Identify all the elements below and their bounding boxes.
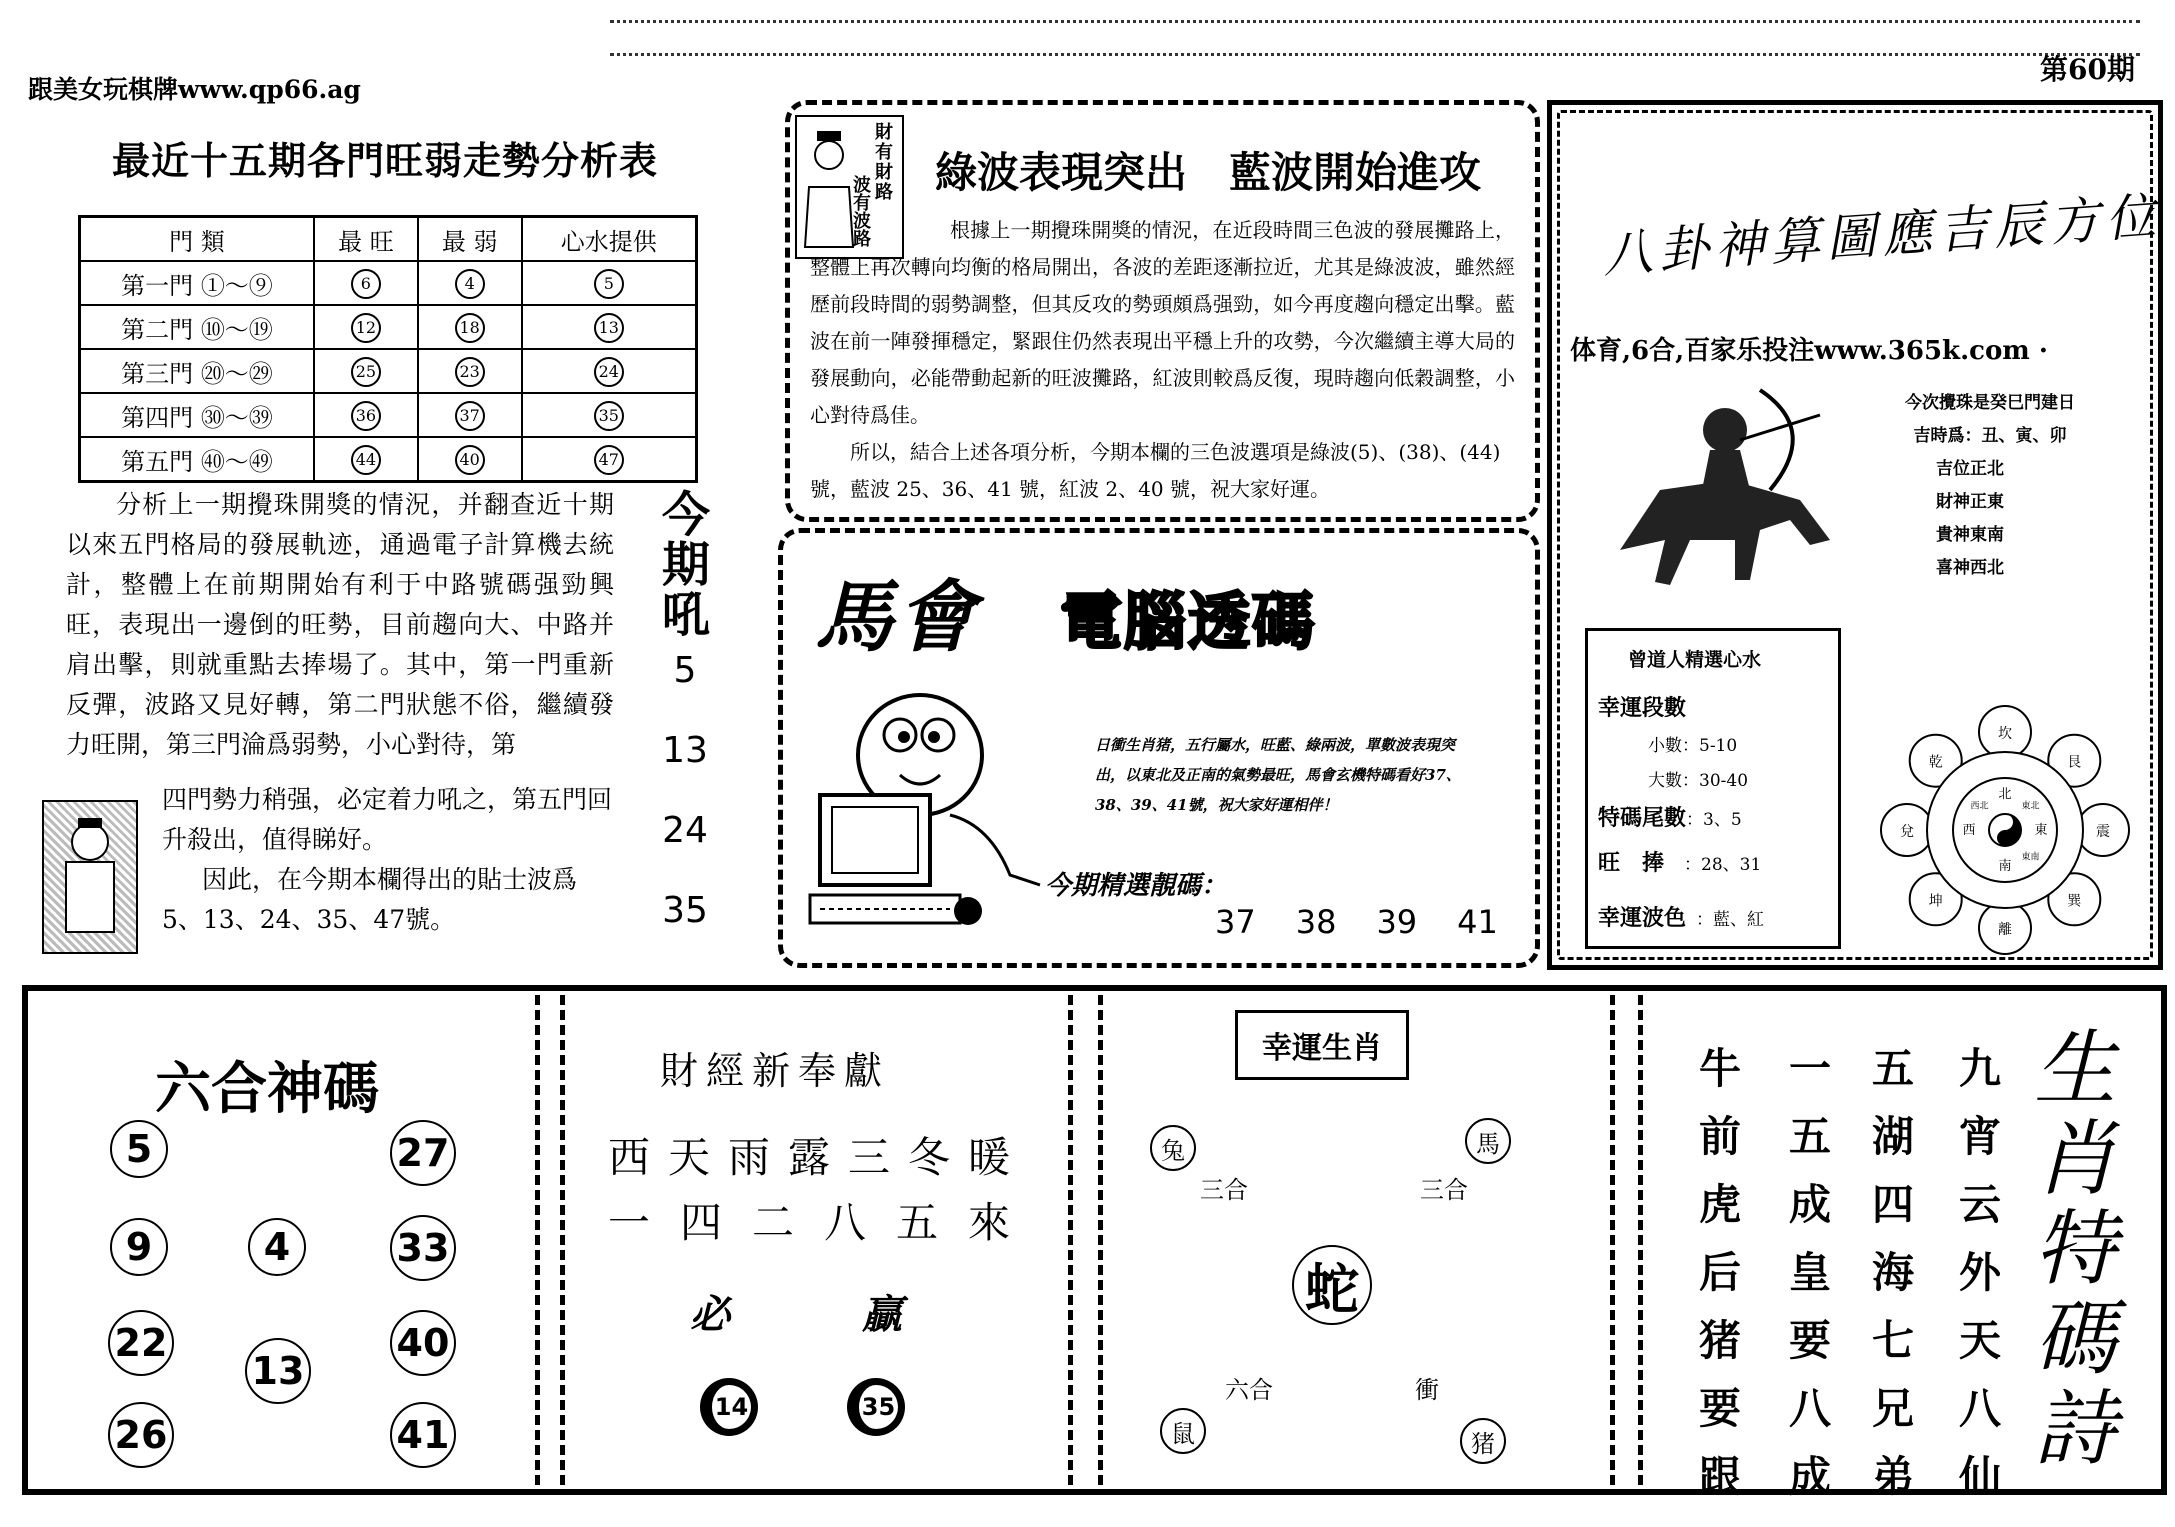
zodiac-rabbit: 兔 xyxy=(1150,1125,1196,1171)
poem-col: 一五成皇要八成 xyxy=(1788,1044,1831,1501)
divider xyxy=(560,995,565,1485)
liuhe-number: 13 xyxy=(245,1338,311,1404)
big-label: 大數： xyxy=(1648,771,1699,791)
bagua-trigram-label: 坤 xyxy=(1928,893,1943,910)
trend-table-title: 最近十五期各門旺弱走勢分析表 xyxy=(112,138,659,183)
roar-number: 35 xyxy=(662,890,708,931)
poem-title: 生肖特碼詩 xyxy=(2034,1022,2116,1477)
liuhe-number: 40 xyxy=(390,1310,456,1376)
analysis-paragraph-2: 四門勢力稍强，必定着力吼之，第五門回升殺出，值得睇好。 xyxy=(162,785,613,854)
small-range xyxy=(1648,731,1737,756)
max-number: 25 xyxy=(351,357,381,387)
liuhe-number: 4 xyxy=(248,1218,306,1276)
poem-col: 九宵云外天八仙 xyxy=(1958,1044,2001,1501)
zodiac-snake: 蛇 xyxy=(1292,1245,1372,1325)
bagua-trigram-label: 艮 xyxy=(2067,754,2082,771)
bagua-direction-label: 東南 xyxy=(2021,852,2040,863)
tip-number: 5 xyxy=(594,269,624,299)
day-info-line: 吉位正北 xyxy=(1936,459,2004,479)
tip-number: 24 xyxy=(594,357,624,387)
roar-number: 24 xyxy=(662,810,708,851)
analysis-paragraph: 分析上一期攪珠開獎的情況，并翻查近十期以來五門格局的發展軌迹，通過電子計算機去統計，整體上在前期開始有利于中路號碼强勁興旺，表現出一邊倒的旺勢，目前趨向大、中路并肩出擊，則就重點去捧場了。其中，第一門重新反彈，波路又見好轉，第二門狀態不俗，繼續發力旺開，第三門淪爲弱勢，小心對待，第 xyxy=(66,490,614,759)
zodiac-pig: 猪 xyxy=(1460,1418,1506,1464)
big-range xyxy=(1648,766,1748,791)
pick-number: 38 xyxy=(1295,903,1337,941)
archer-illustration xyxy=(1590,370,1850,604)
table-row xyxy=(80,349,697,393)
divider xyxy=(535,995,540,1485)
door-range: ①～⑨ xyxy=(200,271,273,300)
day-info-line: 吉時爲：丑、寅、卯 xyxy=(1913,426,2067,446)
max-number: 6 xyxy=(351,269,381,299)
wang-value: ：28、31 xyxy=(1684,855,1762,875)
liuhe-number: 41 xyxy=(390,1402,456,1468)
color-value: ：藍、紅 xyxy=(1696,910,1765,930)
max-number: 36 xyxy=(351,401,381,431)
divider xyxy=(1068,995,1073,1485)
tip-number: 35 xyxy=(594,401,624,431)
divider xyxy=(1610,995,1615,1485)
header-door: 門 類 xyxy=(80,217,315,262)
horse-archer-icon xyxy=(1590,370,1850,600)
bagua-direction-label: 北 xyxy=(1998,787,2012,802)
zodiac-horse: 馬 xyxy=(1465,1118,1511,1164)
trend-table xyxy=(78,215,698,483)
analysis-conclusion: 因此，在今期本欄得出的貼士波爲5、13、24、35、47號。 xyxy=(162,865,578,934)
color-label: 幸運波色 xyxy=(1598,905,1687,931)
liuhe-number: 5 xyxy=(110,1120,168,1178)
lucky-panel xyxy=(1585,628,1841,949)
ying-label: 贏 xyxy=(862,1291,902,1338)
chong-label: 衝 xyxy=(1415,1376,1439,1404)
win-number: 35 xyxy=(847,1378,905,1436)
tip-number: 47 xyxy=(594,445,624,475)
wang-label: 旺 捧 xyxy=(1598,850,1665,876)
finance-title: 財經新奉獻 xyxy=(660,1049,891,1093)
roar-numbers xyxy=(640,650,730,970)
day-info-line: 喜神西北 xyxy=(1936,558,2004,578)
roar-number: 5 xyxy=(673,650,697,691)
tail-value: ：3、5 xyxy=(1686,810,1742,830)
door-name: 第四門 xyxy=(121,403,194,432)
table-row xyxy=(80,261,697,305)
bagua-direction-label: 南 xyxy=(1998,859,2012,874)
poem-col: 牛前虎后猪要跟 xyxy=(1698,1044,1741,1501)
zodiac-rat: 鼠 xyxy=(1160,1408,1206,1454)
table-row xyxy=(80,305,697,349)
bagua-trigram-label: 離 xyxy=(1998,922,2012,938)
pick-number: 41 xyxy=(1457,903,1498,941)
pick-numbers xyxy=(1215,903,1498,941)
door-range: ㉚～㊴ xyxy=(200,403,273,432)
door-name: 第二門 xyxy=(121,315,194,344)
tail-row xyxy=(1598,801,1742,832)
badge-text-2: 波有波路 xyxy=(853,175,871,250)
door-range: ⑩～⑲ xyxy=(200,315,273,344)
divider xyxy=(1638,995,1643,1485)
tip-number: 13 xyxy=(594,313,624,343)
header-dotted-rule xyxy=(610,20,2140,56)
wave-headline: 綠波表現突出 藍波開始進攻 xyxy=(935,148,1482,197)
liuhe-number: 33 xyxy=(390,1215,456,1281)
lucky-panel-title: 曾道人精選心水 xyxy=(1628,649,1762,671)
betting-ad: 体育,6合,百家乐投注www.365k.com · xyxy=(1570,336,2048,366)
day-info-line: 財神正東 xyxy=(1936,492,2004,512)
header-min: 最 弱 xyxy=(418,217,522,262)
bagua-compass xyxy=(1880,705,2130,955)
min-number: 18 xyxy=(455,313,485,343)
min-number: 40 xyxy=(455,445,485,475)
issue-number: 第60期 xyxy=(2040,53,2135,86)
sage-illustration xyxy=(42,800,138,954)
tail-label: 特碼尾數 xyxy=(1598,805,1687,831)
min-number: 23 xyxy=(455,357,485,387)
liuhe-number: 26 xyxy=(108,1402,174,1468)
pick-number: 39 xyxy=(1376,903,1418,941)
lucky-zodiac-title: 幸運生肖 xyxy=(1235,1010,1409,1080)
liuhe-number: 27 xyxy=(390,1120,456,1186)
table-row xyxy=(80,437,697,482)
bagua-direction-label: 西 xyxy=(1962,823,1976,838)
sanhe-label: 三合 xyxy=(1200,1176,1248,1204)
bagua-trigram-label: 坎 xyxy=(1998,726,2012,742)
door-name: 第一門 xyxy=(121,271,194,300)
finance-line-2: 一四二八五來 xyxy=(608,1198,1041,1247)
bagua-trigram-label: 巽 xyxy=(2067,893,2082,910)
door-name: 第三門 xyxy=(121,359,194,388)
small-value: 5-10 xyxy=(1699,736,1738,756)
sage-figure-icon xyxy=(44,802,136,952)
bagua-trigram-label: 兌 xyxy=(1900,824,1914,840)
liuhe-number: 22 xyxy=(108,1310,174,1376)
mascot-illustration xyxy=(800,675,1050,939)
min-number: 37 xyxy=(455,401,485,431)
pick-number: 37 xyxy=(1215,903,1256,941)
door-name: 第五門 xyxy=(121,447,194,476)
wang-row xyxy=(1598,846,1761,877)
calligraphy-title: 八卦神算圖應吉辰方位 xyxy=(1600,186,2164,284)
finance-line-1: 西天雨露三冬暖 xyxy=(608,1133,1029,1182)
bagua-direction-label: 東北 xyxy=(2021,801,2040,812)
sanhe-label: 三合 xyxy=(1420,1176,1468,1204)
bagua-direction-label: 東 xyxy=(2034,823,2048,838)
roar-number: 13 xyxy=(662,730,708,771)
liuhe-number: 9 xyxy=(110,1218,168,1276)
table-header-row xyxy=(80,217,697,262)
computer-paragraph: 日衝生肖猪，五行屬水，旺藍、綠兩波，單數波表現突出，以東北及正南的氣勢最旺，馬會玄機特碼看好37、38、39、41號，祝大家好運相伴！ xyxy=(1095,736,1461,814)
bagua-trigram-label: 震 xyxy=(2096,824,2110,840)
mahui-title: 馬會 xyxy=(815,572,980,663)
pick-label: 今期精選靚碼： xyxy=(1045,871,1228,901)
min-number: 4 xyxy=(455,269,485,299)
badge-text: 財有財路 xyxy=(875,122,893,203)
bi-label: 必 xyxy=(690,1291,730,1338)
small-label: 小數： xyxy=(1648,736,1699,756)
site-label: 跟美女玩棋牌www.qp66.ag xyxy=(28,75,361,104)
max-number: 44 xyxy=(351,445,381,475)
door-range: ⑳～㉙ xyxy=(200,359,273,388)
computer-mascot-icon xyxy=(800,675,1050,935)
liuhe-title: 六合神碼 xyxy=(155,1057,379,1122)
day-info-line: 貴神東南 xyxy=(1936,525,2004,545)
poem-col: 五湖四海七兄弟 xyxy=(1871,1044,1914,1501)
win-number: 14 xyxy=(700,1378,758,1436)
header-max: 最 旺 xyxy=(314,217,418,262)
lucky-segment-label: 幸運段數 xyxy=(1598,695,1687,721)
wave-paragraph: 根據上一期攪珠開獎的情況，在近段時間三色波的發展攤路上，整體上再次轉向均衡的格局開出，各波的差距逐漸拉近，尤其是綠波波，雖然經歷前段時間的弱勢調整，但其反攻的勢頭頗爲强勁，如今再度趨向穩定出擊。藍波在前一陣發揮穩定，緊跟住仍然表現出平穩上升的攻勢，今次繼續主導大局的發展動向，必能帶動起新的旺波攤路，紅波則較爲反復，現時趨向低穀調整，小心對待爲佳。 xyxy=(810,218,1515,427)
computer-title: 電腦透碼 xyxy=(1060,585,1317,658)
color-row xyxy=(1598,901,1764,932)
day-info xyxy=(1890,387,2090,585)
wave-summary: 所以，結合上述各項分析，今期本欄的三色波選項是綠波(5)、(38)、(44)號，藍波 25、36、41 號，紅波 2、40 號，祝大家好運。 xyxy=(810,440,1501,501)
max-number: 12 xyxy=(351,313,381,343)
door-range: ㊵～㊾ xyxy=(200,447,273,476)
roar-title: 今期吼 xyxy=(662,487,711,643)
day-info-line: 今次攪珠是癸巳門建日 xyxy=(1905,393,2075,413)
divider xyxy=(1098,995,1103,1485)
bagua-direction-label: 西北 xyxy=(1970,801,1989,812)
table-row xyxy=(80,393,697,437)
bagua-trigram-label: 乾 xyxy=(1928,754,1943,771)
big-value: 30-40 xyxy=(1699,771,1749,791)
liuhe-pair-label: 六合 xyxy=(1225,1376,1273,1404)
header-tip: 心水提供 xyxy=(522,217,697,262)
